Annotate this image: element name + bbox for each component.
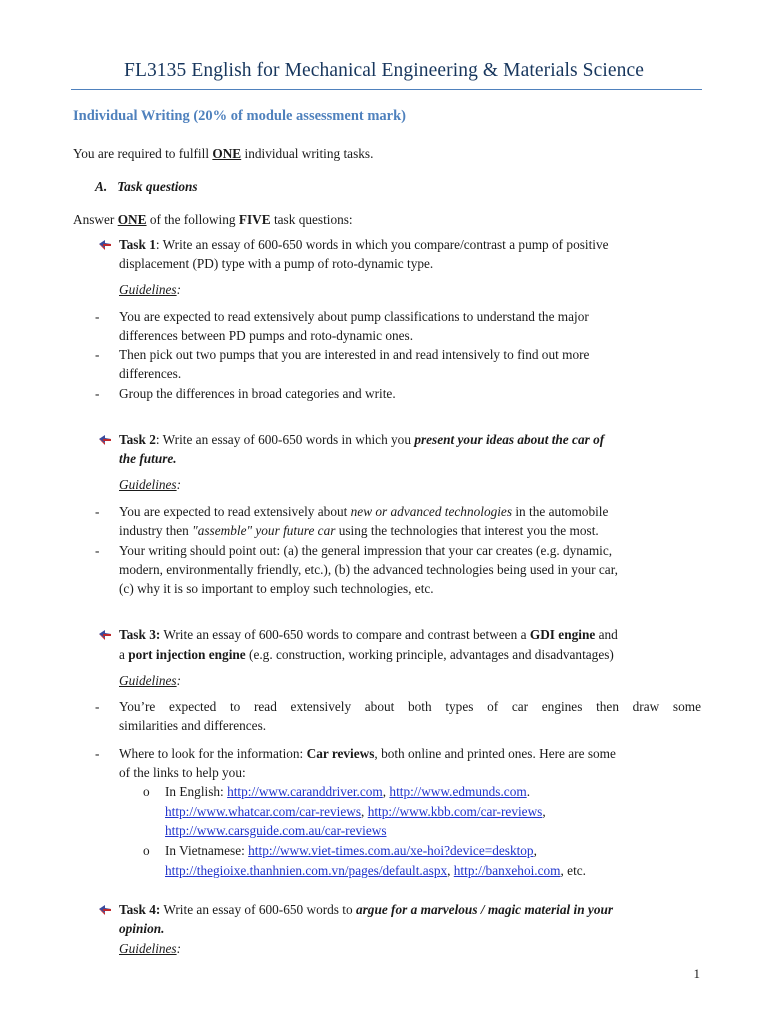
task3-line2: a port injection engine (e.g. construction, working principle, advantages and disadvantages) — [119, 647, 614, 662]
link-thegioixe[interactable]: http://thegioixe.thanhnien.com.vn/pages/default.aspx — [165, 863, 448, 878]
task4-line2: opinion. — [119, 921, 165, 936]
task1-guidelines-label: Guidelines: — [119, 282, 182, 297]
task2-line2: the future. — [119, 451, 177, 466]
task1-line1: Task 1: Write an essay of 600-650 words in which you compare/contrast a pump of positive — [119, 237, 609, 252]
task2-guideline-1b: industry then "assemble" your future car using the technologies that interest you the most. — [119, 523, 599, 538]
link-banxehoi[interactable]: http://banxehoi.com — [453, 863, 561, 878]
task4-guidelines-label: Guidelines: — [119, 941, 182, 956]
link-caranddriver[interactable]: http://www.caranddriver.com — [227, 784, 383, 799]
task1-guideline-2a: Then pick out two pumps that you are interested in and read intensively to find out more — [119, 347, 590, 362]
english-links-line2: http://www.whatcar.com/car-reviews, http://www.kbb.com/car-reviews, — [165, 804, 546, 819]
dash: - — [95, 309, 100, 324]
dash: - — [95, 504, 100, 519]
section-heading: Individual Writing (20% of module assessment mark) — [73, 108, 406, 124]
vietnamese-links-line1: In Vietnamese: http://www.viet-times.com.au/xe-hoi?device=desktop, — [165, 843, 537, 858]
task1-line2: displacement (PD) type with a pump of roto-dynamic type. — [119, 256, 434, 271]
dash: - — [95, 347, 100, 362]
link-kbb[interactable]: http://www.kbb.com/car-reviews — [367, 804, 543, 819]
title-underline — [71, 89, 702, 90]
arrow-bullet-icon — [99, 240, 112, 250]
task2-guideline-2b: modern, environmentally friendly, etc.), (b) the advanced technologies being used in your car, — [119, 562, 618, 577]
dash: - — [95, 386, 100, 401]
intro-line: You are required to fulfill ONE individual writing tasks. — [73, 146, 374, 161]
english-links-line3 — [165, 821, 387, 840]
dash: - — [95, 543, 100, 558]
page-number: 1 — [693, 966, 700, 981]
task3-guideline-1a: You’re expected to read extensively about both types of car engines then draw some — [119, 699, 701, 714]
page-title: FL3135 English for Mechanical Engineering & Materials Science — [124, 60, 644, 81]
sub-bullet: o — [143, 843, 150, 858]
task1-guideline-3: Group the differences in broad categories and write. — [119, 386, 396, 401]
answer-line: Answer ONE of the following FIVE task questions: — [73, 212, 353, 227]
arrow-bullet-icon — [99, 435, 112, 445]
english-links-line1: In English: http://www.caranddriver.com, http://www.edmunds.com. — [165, 784, 531, 799]
task1-guideline-1b: differences between PD pumps and roto-dynamic ones. — [119, 328, 414, 343]
task4-line1: Task 4: Write an essay of 600-650 words to argue for a marvelous / magic material in your — [119, 902, 614, 917]
link-carsguide[interactable]: http://www.carsguide.com.au/car-reviews — [165, 823, 387, 838]
task2-guidelines-label: Guidelines: — [119, 477, 182, 492]
part-a-heading: A. Task questions — [95, 179, 198, 194]
arrow-bullet-icon — [99, 630, 112, 640]
task1-guideline-1a: You are expected to read extensively about pump classifications to understand the major — [119, 309, 589, 324]
arrow-bullet-icon — [99, 905, 112, 915]
task1-guideline-2b: differences. — [119, 366, 182, 381]
task2-guideline-2a: Your writing should point out: (a) the general impression that your car creates (e.g. dynamic, — [119, 543, 613, 558]
task3-guideline-1b: similarities and differences. — [119, 718, 267, 733]
dash: - — [95, 699, 100, 714]
task2-guideline-2c: (c) why it is so important to employ such technologies, etc. — [119, 581, 434, 596]
link-whatcar[interactable]: http://www.whatcar.com/car-reviews — [165, 804, 362, 819]
dash: - — [95, 746, 100, 761]
vietnamese-links-line2: http://thegioixe.thanhnien.com.vn/pages/default.aspx, http://banxehoi.com, etc. — [165, 863, 586, 878]
task3-guidelines-label: Guidelines: — [119, 673, 182, 688]
task3-guideline-2a: Where to look for the information: Car reviews, both online and printed ones. Here are some — [119, 746, 616, 761]
task3-line1: Task 3: Write an essay of 600-650 words to compare and contrast between a GDI engine and — [119, 627, 618, 642]
link-edmunds[interactable]: http://www.edmunds.com — [389, 784, 527, 799]
task3-guideline-2b: of the links to help you: — [119, 765, 246, 780]
link-viet-times[interactable]: http://www.viet-times.com.au/xe-hoi?device=desktop — [248, 843, 534, 858]
task2-line1: Task 2: Write an essay of 600-650 words in which you present your ideas about the car of — [119, 432, 605, 447]
task2-guideline-1a: You are expected to read extensively about new or advanced technologies in the automobile — [119, 504, 609, 519]
sub-bullet: o — [143, 784, 150, 799]
